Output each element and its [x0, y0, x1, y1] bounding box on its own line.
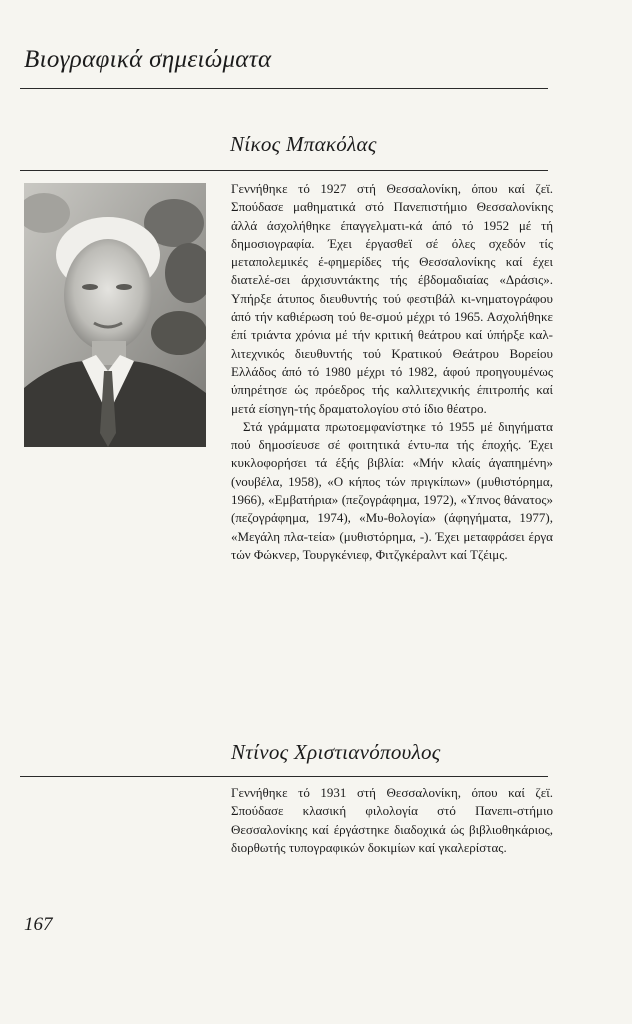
biography-paragraph: Γεννήθηκε τό 1931 στή Θεσσαλονίκη, όπου καί ζεϊ. Σπούδασε κλασική φιλολογία στό Πανεπι-στήμιο Θεσσαλονίκης καί έργάστηκε διαδοχικά ώς βιβλιοθηκάριος, διορθωτής τυπογραφικών δοκιμίων καί γκαλερίστας.	[231, 785, 553, 855]
header-rule	[20, 88, 548, 89]
section-rule-2	[20, 776, 548, 777]
biography-paragraph: Στά γράμματα πρωτοεμφανίστηκε τό 1955 μέ διηγήματα πού δημοσίευσε σέ φοιτητικά έντυ-πα τής έποχής. Έχει κυκλοφορήσει τά έξής βιβλία: «Μήν κλαίς άγαπημένη» (νουβέλα, 1958), «Ο κήπος τών πριγκίπων» (μυθιστόρημα, 1966), «Εμβατήρια» (πεζογράφημα, 1972), «Υπνος θάνατος» (πεζογράφημα, 1974), «Μυ-θολογία» (άφηγήματα, 1977), «Μεγάλη πλα-τεία» (μυθιστόρημα, -). Έχει μεταφράσει έργα τών Φώκνερ, Τουργκένιεφ, Φιτζγκέραλντ καί Τζέιμς.	[231, 418, 553, 562]
section-rule-1	[20, 170, 548, 171]
section-name-2: Ντίνος Χριστιανόπουλος	[231, 740, 441, 764]
page-number: 167	[24, 914, 53, 935]
biography-text-2	[231, 784, 553, 857]
biography-text-1	[231, 180, 553, 564]
page-header-title: Βιογραφικά σημειώματα	[24, 46, 272, 73]
author-portrait-photo	[24, 183, 206, 447]
biography-paragraph: Γεννήθηκε τό 1927 στή Θεσσαλονίκη, όπου καί ζεϊ. Σπούδασε μαθηματικά στό Πανεπιστήμιο Θεσσαλονίκης άλλά άσχολήθηκε έπαγγελματι-κά άπό τό 1952 μέ τή δημοσιογραφία. Έχει έργασθεϊ σέ όλες σχεδόν τίς μεταπολεμικές έ-φημερίδες τής Θεσσαλονίκης καί έχει διατελέ-σει άρχισυντάκτης τής έβδομαδιαίας «Δράσις». Υπήρξε άτυπος διευθυντής τού φεστιβάλ κι-νηματογράφου άπό τήν καθιέρωση τού θε-σμού μέχρι τό 1965. Ασχολήθηκε έπί τριάντα χρόνια μέ τήν κριτική θεάτρου καί ύπήρξε καλ-λιτεχνικός διευθυντής τού Κρατικού Θεάτρου Βορείου Ελλάδος άπό τό 1980 μέχρι τό 1982, άφού προηγουμένως ύπηρέτησε ώς πρόεδρος τής καλλιτεχνικής έπιτροπής καί μετά είσηγη-τής δραματολογίου στό ίδιο θέατρο.	[231, 181, 553, 416]
section-name-1: Νίκος Μπακόλας	[230, 132, 377, 156]
